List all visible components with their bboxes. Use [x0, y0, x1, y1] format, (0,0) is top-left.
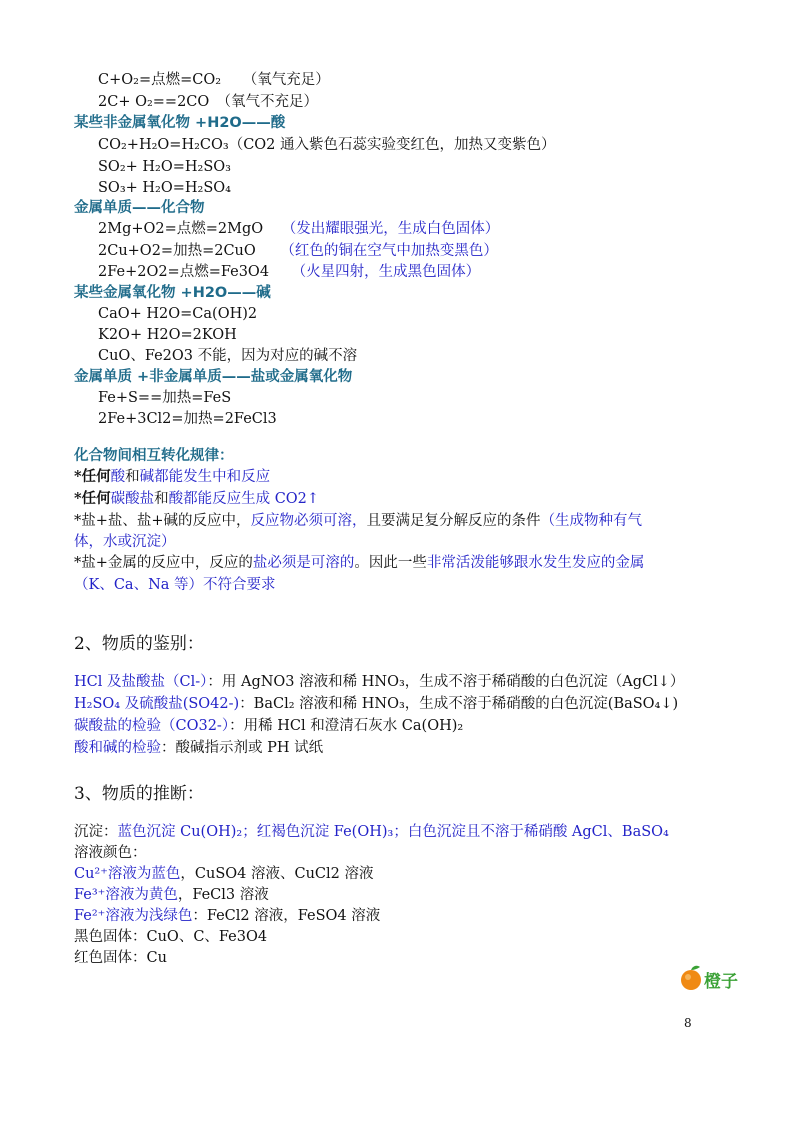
equation-formula: 2Fe+2O2=点燃=Fe3O4: [98, 264, 270, 280]
equation-note: （红色的铜在空气中加热变黑色）: [280, 243, 498, 259]
rule-text: *盐+盐、盐+碱的反应中，: [74, 513, 251, 529]
equation-line: C+O₂=点燃=CO₂ （氧气充足）: [98, 72, 330, 88]
equation-formula: 2Cu+O2=加热=2CuO: [98, 243, 256, 259]
identification-line: [74, 738, 323, 758]
equation-note: （火星四射，生成黑色固体）: [291, 264, 481, 280]
identification-method: ：BaCl₂ 溶液和稀 HNO₃，生成不溶于稀硝酸的白色沉淀(BaSO₄↓): [239, 696, 679, 712]
rule-line: [74, 467, 270, 487]
inference-label: 沉淀：: [74, 824, 118, 840]
equation-line: CuO、Fe2O3 不能，因为对应的碱不溶: [98, 348, 358, 364]
rule-prefix: *任何: [74, 468, 111, 485]
rule-line: 体，水或沉淀）: [74, 534, 176, 550]
equation-line: 2Fe+3Cl2=加热=2FeCl3: [98, 411, 277, 427]
equation-formula: CO₂+H₂O=H₂CO₃: [98, 137, 229, 153]
identification-subject: 碳酸盐的检验（CO32-）: [74, 718, 230, 734]
equation-line: [98, 135, 556, 155]
rule-keyword: 反应物必须可溶，: [250, 513, 367, 529]
equation-note: （发出耀眼强光，生成白色固体）: [281, 221, 500, 237]
rule-text: 。因此一些: [354, 555, 427, 571]
rule-keyword: 碱: [139, 469, 155, 485]
equation-line: SO₃+ H₂O=H₂SO₄: [98, 180, 231, 196]
identification-method: ：酸碱指示剂或 PH 试纸: [161, 740, 324, 756]
rule-line: [74, 575, 276, 595]
rule-keyword: 盐必须是可溶的: [252, 555, 355, 571]
identification-line: [74, 716, 463, 736]
inference-line: 红色固体：Cu: [74, 950, 167, 966]
section-heading: 金属单质——化合物: [74, 200, 205, 216]
inference-ion: Fe²⁺溶液为浅绿色: [74, 908, 193, 924]
equation-line: [98, 219, 499, 239]
rule-keyword: （K、Ca、Na 等）不符合要求: [74, 577, 276, 593]
equation-line: [98, 262, 480, 282]
inference-line: [74, 885, 269, 905]
rule-keyword: 非常活泼能够跟水发生发应的金属: [426, 555, 645, 571]
identification-method: ：用 AgNO3 溶液和稀 HNO₃，生成不溶于稀硝酸的白色沉淀（AgCl↓）: [207, 674, 685, 690]
identification-subject: H₂SO₄ 及硫酸盐(SO42-): [74, 696, 240, 712]
inference-line: 溶液颜色：: [74, 845, 147, 861]
inference-line: [74, 864, 374, 884]
inference-ion: Cu²⁺溶液为蓝色: [74, 866, 181, 882]
rule-text: 和: [125, 469, 140, 485]
rule-keyword: 酸: [110, 469, 126, 485]
identification-subject: HCl 及盐酸盐（Cl-）: [74, 674, 208, 690]
identification-line: [74, 694, 678, 714]
rule-prefix: *任何: [74, 490, 111, 507]
identification-method: ：用稀 HCl 和澄清石灰水 Ca(OH)₂: [229, 718, 464, 734]
equation-line: 2C+ O₂==2CO （氧气不充足）: [98, 94, 319, 110]
identification-subject: 酸和碱的检验: [74, 740, 161, 756]
rule-text: 都能反应生成 CO2↑: [183, 491, 320, 507]
equation-line: K2O+ H2O=2KOH: [98, 327, 237, 343]
rules-title: 化合物间相互转化规律：: [74, 448, 234, 464]
equation-line: CaO+ H2O=Ca(OH)2: [98, 306, 258, 322]
logo-text: 橙子: [704, 972, 738, 992]
rule-text: 且要满足复分解反应的条件: [366, 513, 541, 529]
rule-text: *盐+金属的反应中，反应的: [74, 555, 253, 571]
rule-keyword: （生成物种有气: [540, 513, 643, 529]
section-heading: 金属单质 +非金属单质——盐或金属氧化物: [74, 369, 353, 385]
rule-line: [74, 511, 642, 531]
section-title: 3、物质的推断：: [74, 784, 204, 804]
inference-detail: ：FeCl2 溶液，FeSO4 溶液: [192, 908, 381, 924]
identification-line: [74, 672, 684, 692]
equation-formula: 2Mg+O2=点燃=2MgO: [98, 221, 264, 237]
inference-line: 黑色固体：CuO、C、Fe3O4: [74, 929, 268, 945]
inference-ion: Fe³⁺溶液为黄色: [74, 887, 178, 903]
equation-line: [98, 241, 498, 261]
rule-text: 都能发生中和反应: [154, 469, 271, 485]
rule-keyword: 酸: [168, 491, 184, 507]
rule-keyword: 碳酸盐: [110, 491, 155, 507]
section-title: 2、物质的鉴别：: [74, 634, 204, 654]
equation-line: Fe+S==加热=FeS: [98, 390, 232, 406]
rule-line: [74, 489, 319, 509]
equation-note: （CO2 通入紫色石蕊实验变红色，加热又变紫色）: [228, 137, 556, 153]
page-number: 8: [684, 1016, 692, 1030]
inference-line: [74, 822, 669, 842]
section-heading: 某些非金属氧化物 +H2O——酸: [74, 115, 286, 131]
inference-detail: 蓝色沉淀 Cu(OH)₂；红褐色沉淀 Fe(OH)₃；白色沉淀且不溶于稀硝酸 AgCl、BaSO₄: [117, 824, 669, 840]
orange-logo: [678, 963, 744, 993]
inference-line: [74, 906, 380, 926]
inference-detail: ，CuSO4 溶液、CuCl2 溶液: [180, 866, 374, 882]
equation-line: SO₂+ H₂O=H₂SO₃: [98, 159, 231, 175]
section-heading: 某些金属氧化物 +H2O——碱: [74, 285, 271, 301]
rule-text: 和: [154, 491, 169, 507]
inference-detail: ，FeCl3 溶液: [177, 887, 269, 903]
rule-line: [74, 553, 644, 573]
